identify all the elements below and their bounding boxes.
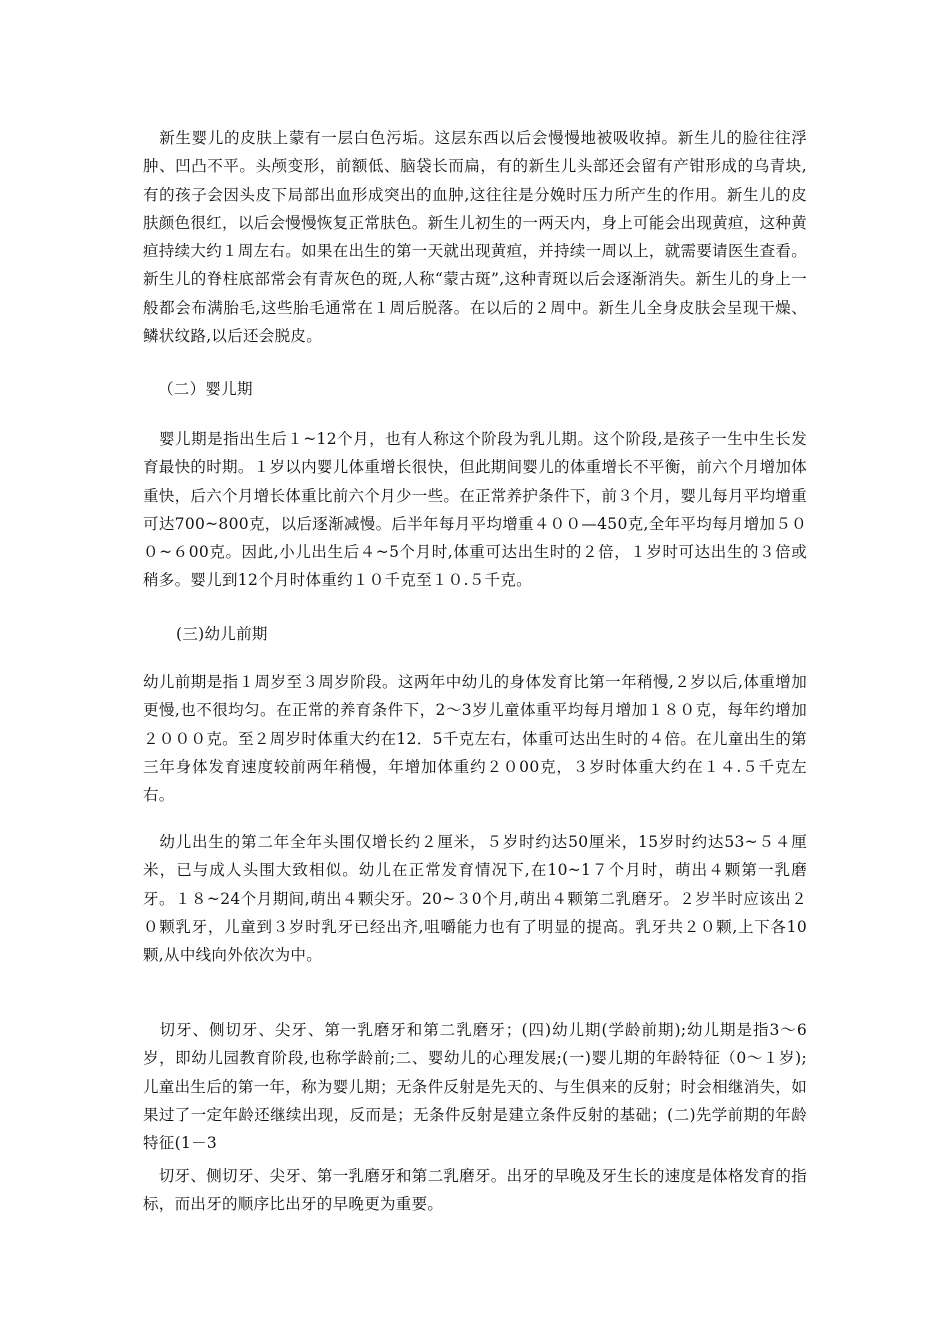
section-heading-infancy: （二）婴儿期 [158,380,253,398]
paragraph-infancy: 婴儿期是指出生后１~12个月，也有人称这个阶段为乳儿期。这个阶段,是孩子一生中生长发育最快的时期。１岁以内婴儿体重增长很快，但此期间婴儿的体重增长不平衡，前六个月增加体重快，后六个月增长体重比前六个月少一些。在正常养护条件下，前３个月，婴儿每月平均增重可达700~800克，以后逐渐减慢。后半年每月平均增重４００—450克,全年平均每月增加５００~６00克。因此,小儿出生后４~5个月时,体重可达出生时的２倍，１岁时可达出生的３倍或稍多。婴儿到12个月时体重约１０千克至１０.５千克。 [143,430,807,590]
paragraph-head-and-teeth: 幼儿出生的第二年全年头围仅增长约２厘米，５岁时约达50厘米，15岁时约达53~５４厘米，已与成人头围大致相似。幼儿在正常发育情况下,在10~1７个月时，萌出４颗第一乳磨牙。１８~24个月期间,萌出４颗尖牙。20~３0个月,萌出４颗第二乳磨牙。２岁半时应该出２０颗乳牙，儿童到３岁时乳牙已经出齐,咀嚼能力也有了明显的提高。乳牙共２０颗,上下各10颗,从中线向外依次为中。 [143,833,807,965]
paragraph-newborn-skin: 新生婴儿的皮肤上蒙有一层白色污垢。这层东西以后会慢慢地被吸收掉。新生儿的脸往往浮肿、凹凸不平。头颅变形，前额低、脑袋长而扁，有的新生儿头部还会留有产钳形成的乌青块,有的孩子会因头皮下局部出血形成突出的血肿,这往往是分娩时压力所产生的作用。新生儿的皮肤颜色很红，以后会慢慢恢复正常肤色。新生儿初生的一两天内，身上可能会出现黄疸，这种黄疸持续大约１周左右。如果在出生的第一天就出现黄疸，并持续一周以上，就需要请医生查看。新生儿的脊柱底部常会有青灰色的斑,人称“蒙古斑”,这种青斑以后会逐渐消失。新生儿的身上一般都会布满胎毛,这些胎毛通常在１周后脱落。在以后的２周中。新生儿全身皮肤会呈现干燥、鳞状纹路,以后还会脱皮。 [143,129,807,346]
paragraph-teeth-order: 切牙、侧切牙、尖牙、第一乳磨牙和第二乳磨牙。出牙的早晚及牙生长的速度是体格发育的指标，而出牙的顺序比出牙的早晚更为重要。 [143,1167,807,1214]
section-heading-early-childhood: (三)幼儿前期 [176,625,268,643]
paragraph-teeth-and-psychology: 切牙、侧切牙、尖牙、第一乳磨牙和第二乳磨牙；(四)幼儿期(学龄前期);幼儿期是指3〜6岁，即幼儿园教育阶段,也称学龄前;二、婴幼儿的心理发展;(一)婴儿期的年龄特征（0〜１岁);儿童出生后的第一年，称为婴儿期；无条件反射是先天的、与生俱来的反射；时会相继消失，如果过了一定年龄还继续出现，反而是；无条件反射是建立条件反射的基础；(二)先学前期的年龄特征(1－3 [143,1021,807,1153]
paragraph-early-childhood: 幼儿前期是指１周岁至３周岁阶段。这两年中幼儿的身体发育比第一年稍慢,２岁以后,体重增加更慢,也不很均匀。在正常的养育条件下，2〜3岁儿童体重平均每月增加１８０克，每年约增加２０００克。至２周岁时体重大约在12．5千克左右，体重可达出生时的４倍。在儿童出生的第三年身体发育速度较前两年稍慢，年增加体重约２０00克，３岁时体重大约在１４.５千克左右。 [143,673,807,805]
